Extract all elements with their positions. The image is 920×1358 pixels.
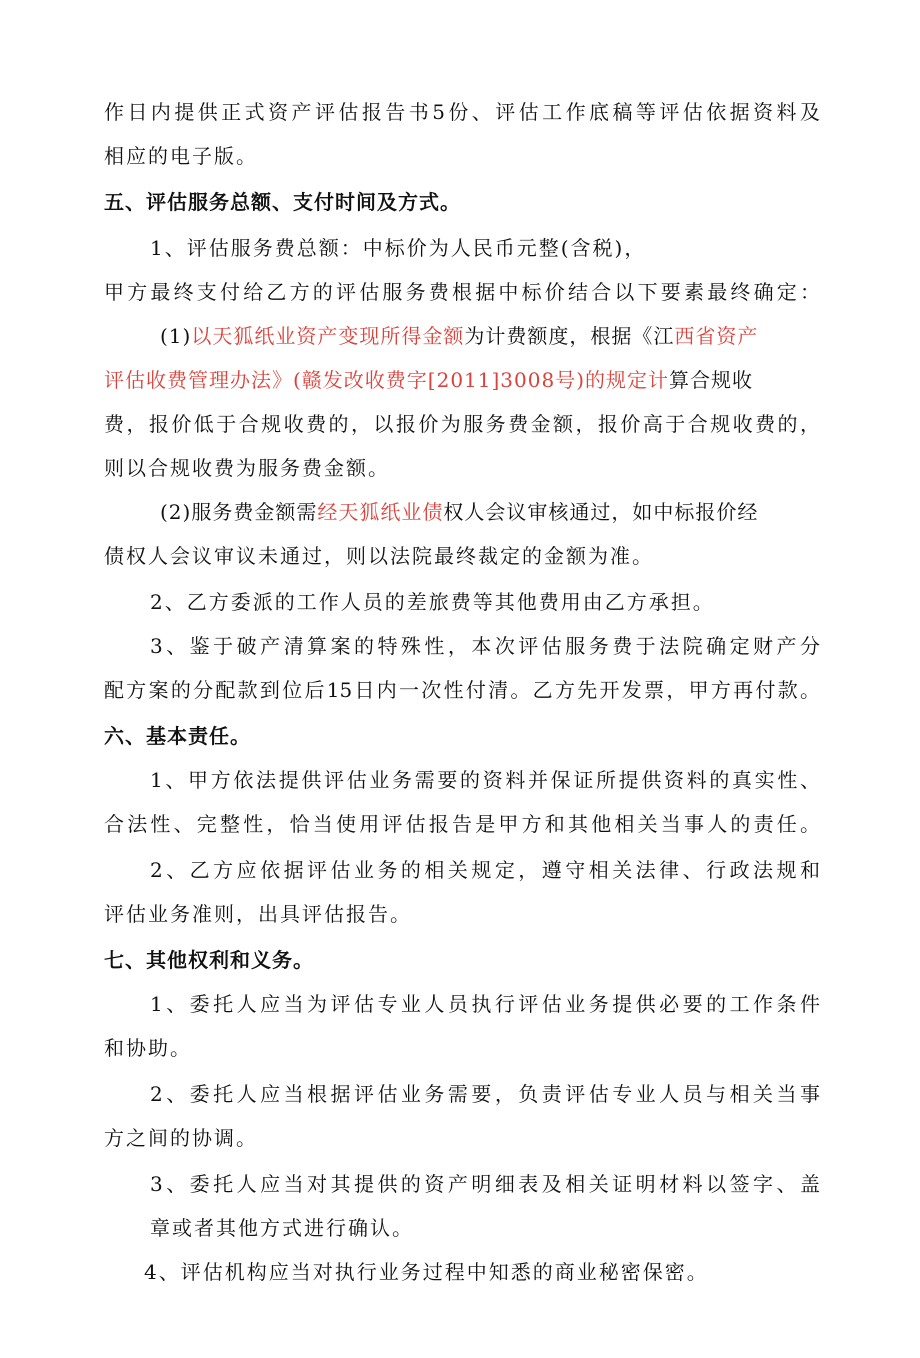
paragraph-text: 为计费额度，根据《江 — [464, 324, 675, 348]
list-marker: (1) — [160, 324, 192, 348]
paragraph-line — [104, 366, 820, 394]
paragraph-text: (2)服务费金额需 — [160, 500, 318, 524]
paragraph-line: 债权人会议审议未通过，则以法院最终裁定的金额为准。 — [104, 544, 654, 568]
paragraph-line: 甲方最终支付给乙方的评估服务费根据中标价结合以下要素最终确定： — [104, 280, 820, 304]
paragraph-line: 1、委托人应当为评估专业人员执行评估业务提供必要的工作条件 — [150, 992, 820, 1016]
section-heading-6: 六、基本责任。 — [104, 724, 251, 748]
paragraph-line: 2、乙方委派的工作人员的差旅费等其他费用由乙方承担。 — [150, 590, 715, 614]
paragraph-line: 3、委托人应当对其提供的资产明细表及相关证明材料以签字、盖 — [150, 1172, 820, 1196]
highlighted-text: 评估收费管理办法》(赣发改收费字[2011]3008号)的规定计 — [104, 368, 670, 392]
paragraph-line: 4、评估机构应当对执行业务过程中知悉的商业秘密保密。 — [144, 1260, 709, 1284]
paragraph-line: 方之间的协调。 — [104, 1126, 258, 1150]
paragraph-line: 1、甲方依法提供评估业务需要的资料并保证所提供资料的真实性、 — [150, 768, 820, 792]
paragraph-line: 2、委托人应当根据评估业务需要，负责评估专业人员与相关当事 — [150, 1082, 820, 1106]
paragraph-line: 相应的电子版。 — [104, 144, 258, 168]
paragraph-line: 评估业务准则，出具评估报告。 — [104, 902, 412, 926]
paragraph-line: 章或者其他方式进行确认。 — [150, 1216, 414, 1240]
section-heading-5: 五、评估服务总额、支付时间及方式。 — [104, 190, 461, 214]
paragraph-line: 合法性、完整性，恰当使用评估报告是甲方和其他相关当事人的责任。 — [104, 812, 820, 836]
paragraph-line: 2、乙方应依据评估业务的相关规定，遵守相关法律、行政法规和 — [150, 858, 820, 882]
paragraph-line: 则以合规收费为服务费金额。 — [104, 456, 390, 480]
section-heading-7: 七、其他权利和义务。 — [104, 948, 314, 972]
paragraph-line: 3、鉴于破产清算案的特殊性，本次评估服务费于法院确定财产分 — [150, 634, 820, 658]
paragraph-text: 权人会议审核通过，如中标报价经 — [443, 500, 759, 524]
paragraph-line: 作日内提供正式资产评估报告书5份、评估工作底稿等评估依据资料及 — [104, 100, 820, 124]
paragraph-line — [160, 498, 820, 526]
paragraph-line: 配方案的分配款到位后15日内一次性付清。乙方先开发票，甲方再付款。 — [104, 678, 820, 702]
paragraph-line: 和协助。 — [104, 1036, 192, 1060]
paragraph-line: 费，报价低于合规收费的，以报价为服务费金额，报价高于合规收费的， — [104, 412, 820, 436]
paragraph-text: 算合规收 — [669, 368, 754, 392]
highlighted-text: 经天狐纸业债 — [317, 500, 444, 524]
paragraph-line: 1、评估服务费总额：中标价为人民币元整(含税)， — [150, 236, 647, 260]
highlighted-text: 西省资产 — [674, 324, 759, 348]
highlighted-text: 以天狐纸业资产变现所得金额 — [191, 324, 465, 348]
paragraph-line — [160, 322, 820, 350]
